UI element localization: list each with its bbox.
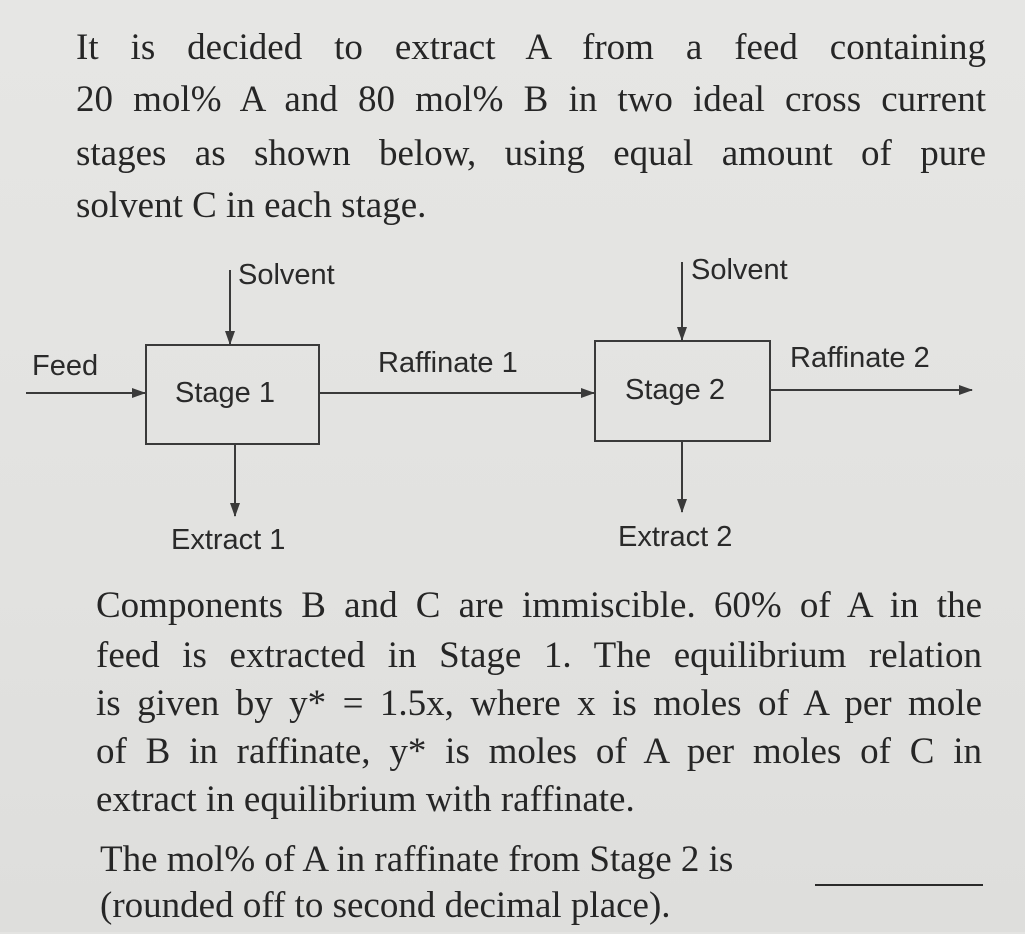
stage-2-label: Stage 2: [625, 374, 725, 406]
body-line-3: is given by y* = 1.5x, where x is moles of A per mole: [96, 683, 982, 724]
intro-line-3: stages as shown below, using equal amount of pure: [76, 133, 986, 174]
question-line-2: (rounded off to second decimal place).: [100, 885, 671, 926]
raffinate-1-label: Raffinate 1: [378, 347, 518, 379]
extract-1-label: Extract 1: [171, 524, 286, 556]
feed-label: Feed: [32, 350, 99, 382]
body-line-5: extract in equilibrium with raffinate.: [96, 779, 635, 820]
body-line-2: feed is extracted in Stage 1. The equilibrium relation: [96, 635, 982, 676]
intro-line-2: 20 mol% A and 80 mol% B in two ideal cross current: [76, 79, 986, 120]
intro-line-4: solvent C in each stage.: [76, 185, 427, 226]
intro-line-1: It is decided to extract A from a feed containing: [76, 27, 986, 68]
stage-1-label: Stage 1: [175, 377, 275, 409]
solvent-2-label: Solvent: [691, 254, 788, 286]
raffinate-2-label: Raffinate 2: [790, 342, 930, 374]
question-line-1: The mol% of A in raffinate from Stage 2 is: [100, 839, 734, 880]
body-line-4: of B in raffinate, y* is moles of A per moles of C in: [96, 731, 982, 772]
body-line-1: Components B and C are immiscible. 60% of A in the: [96, 585, 982, 626]
solvent-1-label: Solvent: [238, 259, 335, 291]
extract-2-label: Extract 2: [618, 521, 733, 553]
answer-blank[interactable]: [815, 884, 983, 886]
body-paragraph: [96, 580, 982, 840]
